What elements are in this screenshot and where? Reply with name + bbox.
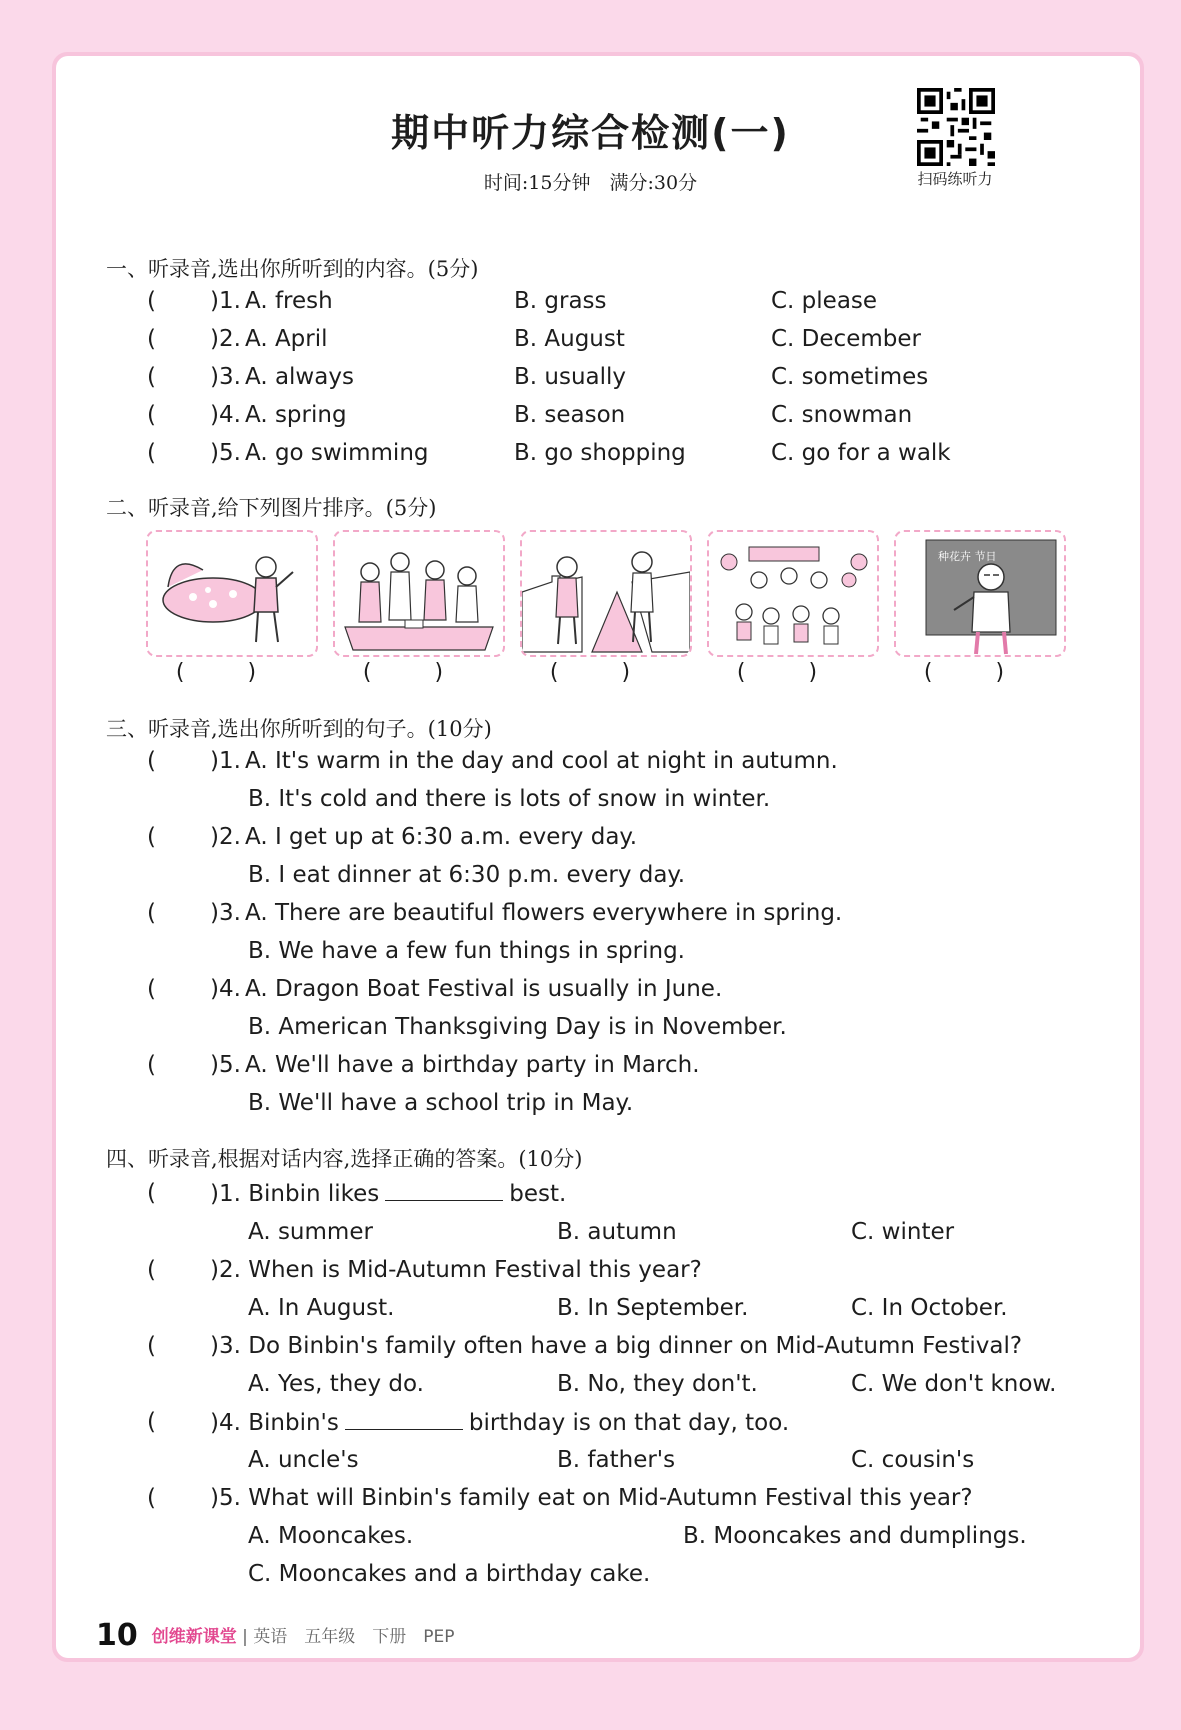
qr-label: 扫码练听力 <box>917 170 993 188</box>
teacher-at-blackboard-picture-icon <box>896 532 1064 655</box>
option-a: A. summer <box>248 1219 373 1245</box>
option-b: B. In September. <box>557 1295 749 1321</box>
question-number: )3. <box>210 364 241 390</box>
option-b: B. autumn <box>557 1219 677 1245</box>
answer-paren[interactable]: ( <box>147 748 156 774</box>
picture-order-paren[interactable]: ( ) <box>362 660 472 685</box>
section2-heading: 二、听录音,给下列图片排序。(5分) <box>106 496 437 520</box>
question-text: What will Binbin's family eat on Mid-Autumn Festival this year? <box>248 1485 973 1511</box>
option-b: B. grass <box>514 288 607 314</box>
answer-paren[interactable]: ( <box>147 1409 156 1435</box>
page-number: 10 <box>96 1618 138 1653</box>
option-c: C. go for a walk <box>771 440 951 466</box>
option-c: C. Mooncakes and a birthday cake. <box>248 1561 651 1587</box>
answer-paren[interactable]: ( <box>147 1180 156 1206</box>
picture-order-paren[interactable]: ( ) <box>549 660 659 685</box>
option-c: C. winter <box>851 1219 955 1245</box>
section4-heading: 四、听录音,根据对话内容,选择正确的答案。(10分) <box>106 1147 583 1171</box>
sentence-b: B. We'll have a school trip in May. <box>248 1090 634 1116</box>
sentence-a: A. There are beautiful flowers everywhere in spring. <box>245 900 843 926</box>
option-c: C. We don't know. <box>851 1371 1057 1397</box>
answer-paren[interactable]: ( <box>147 364 156 390</box>
picture-3 <box>520 530 692 657</box>
option-a: A. In August. <box>248 1295 395 1321</box>
answer-paren[interactable]: ( <box>147 402 156 428</box>
option-b: B. usually <box>514 364 627 390</box>
page-subtitle: 时间:15分钟 满分:30分 <box>483 172 698 194</box>
question-number: )3. <box>210 900 241 926</box>
option-a: A. spring <box>245 402 347 428</box>
blackboard-text: 种花卉 节日 <box>938 550 997 563</box>
book-info: | 英语 五年级 下册 PEP <box>242 1627 455 1647</box>
option-c: C. December <box>771 326 921 352</box>
option-b: B. go shopping <box>514 440 686 466</box>
option-a: A. fresh <box>245 288 333 314</box>
question-text: When is Mid-Autumn Festival this year? <box>248 1257 702 1283</box>
question-text-end: birthday is on that day, too. <box>468 1410 790 1436</box>
option-b: B. August <box>514 326 625 352</box>
sentence-a: A. We'll have a birthday party in March. <box>245 1052 700 1078</box>
question-text: Binbin's <box>248 1410 339 1436</box>
question-number: )4. <box>210 1410 241 1436</box>
answer-paren[interactable]: ( <box>147 440 156 466</box>
option-a: A. Yes, they do. <box>248 1371 424 1397</box>
option-a: A. April <box>245 326 328 352</box>
picture-2 <box>333 530 505 657</box>
page-title: 期中听力综合检测(一) <box>391 111 790 155</box>
section3-heading: 三、听录音,选出你所听到的句子。(10分) <box>106 717 492 741</box>
answer-paren[interactable]: ( <box>147 1052 156 1078</box>
picture-1 <box>146 530 318 657</box>
picture-order-paren[interactable]: ( ) <box>923 660 1033 685</box>
sentence-b: B. American Thanksgiving Day is in November. <box>248 1014 787 1040</box>
picture-order-paren[interactable]: ( ) <box>175 660 285 685</box>
section1-heading: 一、听录音,选出你所听到的内容。(5分) <box>106 257 479 281</box>
picture-4 <box>707 530 879 657</box>
question-number: )1. <box>210 748 241 774</box>
s4-q3 <box>210 1333 1022 1359</box>
answer-paren[interactable]: ( <box>147 976 156 1002</box>
answer-paren[interactable]: ( <box>147 1257 156 1283</box>
family-picnic-picture-icon <box>335 532 503 655</box>
answer-paren[interactable]: ( <box>147 1333 156 1359</box>
brand-name: 创维新课堂 <box>151 1627 237 1647</box>
answer-paren[interactable]: ( <box>147 326 156 352</box>
question-number: )3. <box>210 1333 241 1359</box>
sentence-b: B. It's cold and there is lots of snow in winter. <box>248 786 771 812</box>
question-number: )4. <box>210 976 241 1002</box>
option-a: A. go swimming <box>245 440 429 466</box>
question-text: Do Binbin's family often have a big dinner on Mid-Autumn Festival? <box>248 1333 1023 1359</box>
option-b: B. season <box>514 402 626 428</box>
question-number: )2. <box>210 326 241 352</box>
question-number: )5. <box>210 1052 241 1078</box>
great-wall-trip-picture-icon <box>522 532 690 655</box>
option-c: C. snowman <box>771 402 913 428</box>
question-number: )2. <box>210 824 241 850</box>
question-number: )4. <box>210 402 241 428</box>
sentence-b: B. I eat dinner at 6:30 p.m. every day. <box>248 862 686 888</box>
option-b: B. Mooncakes and dumplings. <box>683 1523 1027 1549</box>
option-b: B. father's <box>557 1447 676 1473</box>
option-c: C. cousin's <box>851 1447 975 1473</box>
question-number: )1. <box>210 288 241 314</box>
qr-code-icon[interactable] <box>917 88 995 166</box>
birthday-party-picture-icon <box>709 532 877 655</box>
question-number: )5. <box>210 1485 241 1511</box>
question-text: Binbin likes <box>248 1181 380 1207</box>
question-text-end: best. <box>509 1181 567 1207</box>
option-a: A. Mooncakes. <box>248 1523 414 1549</box>
fill-blank[interactable] <box>385 1180 503 1201</box>
option-c: C. please <box>771 288 878 314</box>
s4-q5 <box>210 1485 973 1511</box>
question-number: )2. <box>210 1257 241 1283</box>
answer-paren[interactable]: ( <box>147 824 156 850</box>
option-a: A. uncle's <box>248 1447 359 1473</box>
sentence-a: A. It's warm in the day and cool at night in autumn. <box>245 748 838 774</box>
page-footer <box>96 1618 455 1653</box>
picture-5 <box>894 530 1066 657</box>
sentence-b: B. We have a few fun things in spring. <box>248 938 685 964</box>
s4-q4 <box>210 1409 789 1436</box>
option-a: A. always <box>245 364 354 390</box>
sentence-a: A. I get up at 6:30 a.m. every day. <box>245 824 638 850</box>
picture-order-paren[interactable]: ( ) <box>736 660 846 685</box>
answer-paren[interactable]: ( <box>147 900 156 926</box>
sentence-a: A. Dragon Boat Festival is usually in June. <box>245 976 723 1002</box>
option-b: B. No, they don't. <box>557 1371 758 1397</box>
s4-q1 <box>210 1180 566 1207</box>
s4-q2 <box>210 1257 702 1283</box>
option-c: C. sometimes <box>771 364 929 390</box>
question-number: )5. <box>210 440 241 466</box>
boy-making-bed-picture-icon <box>148 532 316 655</box>
answer-paren[interactable]: ( <box>147 288 156 314</box>
question-number: )1. <box>210 1181 241 1207</box>
answer-paren[interactable]: ( <box>147 1485 156 1511</box>
option-c: C. In October. <box>851 1295 1008 1321</box>
fill-blank[interactable] <box>345 1409 463 1430</box>
